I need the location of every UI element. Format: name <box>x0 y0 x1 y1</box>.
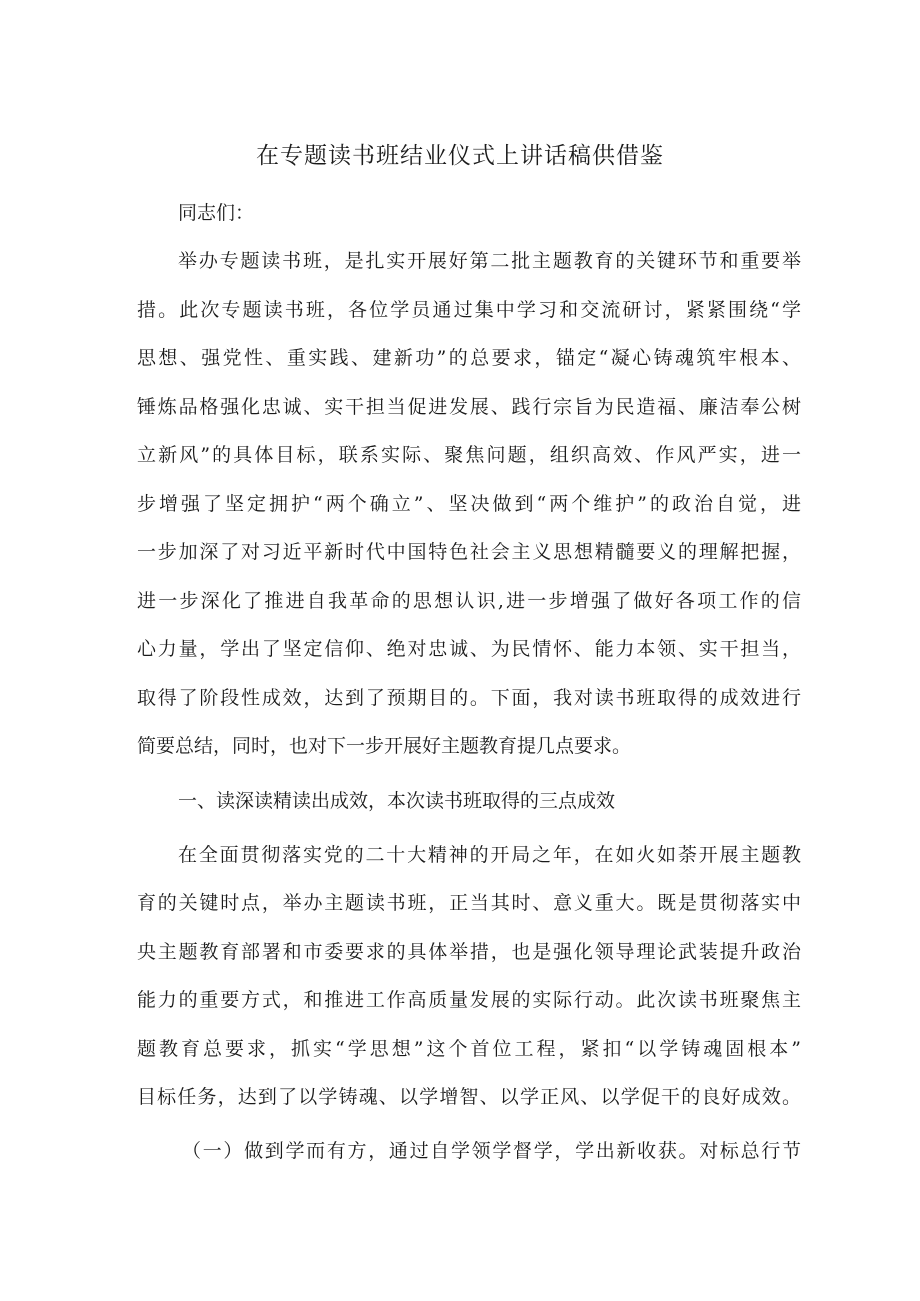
salutation: 同志们： <box>178 202 255 224</box>
paragraph-1-line: 简要总结，同时，也对下一步开展好主题教育提几点要求。 <box>137 735 632 757</box>
paragraph-2-line: 央主题教育部署和市委要求的具体举措，也是强化领导理论武装提升政治 <box>137 941 801 963</box>
paragraph-2-line: 目标任务，达到了以学铸魂、以学增智、以学正风、以学促干的良好成效。 <box>137 1086 801 1108</box>
paragraph-2-line: 能力的重要方式，和推进工作高质量发展的实际行动。此次读书班聚焦主 <box>137 989 801 1011</box>
paragraph-1-line: 进一步深化了推进自我革命的思想认识,进一步增强了做好各项工作的信 <box>137 590 801 612</box>
paragraph-1-line: 举办专题读书班，是扎实开展好第二批主题教育的关键环节和重要举 <box>178 250 801 272</box>
paragraph-2-line: 育的关键时点，举办主题读书班，正当其时、意义重大。既是贯彻落实中 <box>137 892 801 914</box>
paragraph-1-line: 措。此次专题读书班，各位学员通过集中学习和交流研讨，紧紧围绕“学 <box>137 299 801 321</box>
paragraph-1-line: 一步加深了对习近平新时代中国特色社会主义思想精髓要义的理解把握， <box>137 541 801 563</box>
paragraph-1-line: 锤炼品格强化忠诚、实干担当促进发展、践行宗旨为民造福、廉洁奉公树 <box>137 396 801 418</box>
paragraph-2-line: 题教育总要求，抓实“学思想”这个首位工程，紧扣“以学铸魂固根本” <box>137 1038 801 1060</box>
document-title: 在专题读书班结业仪式上讲话稿供借鉴 <box>256 143 664 169</box>
paragraph-1-line: 取得了阶段性成效，达到了预期目的。下面，我对读书班取得的成效进行 <box>137 687 801 709</box>
paragraph-1-line: 步增强了坚定拥护“两个确立”、坚决做到“两个维护”的政治自觉，进 <box>137 493 801 515</box>
paragraph-1-line: 思想、强党性、重实践、建新功”的总要求，锚定“凝心铸魂筑牢根本、 <box>137 347 801 369</box>
section-heading: 一、读深读精读出成效，本次读书班取得的三点成效 <box>178 790 616 812</box>
paragraph-1-line: 立新风”的具体目标，联系实际、聚焦问题，组织高效、作风严实，进一 <box>137 444 801 466</box>
paragraph-1-line: 心力量，学出了坚定信仰、绝对忠诚、为民情怀、能力本领、实干担当， <box>137 638 801 660</box>
paragraph-2-line: 在全面贯彻落实党的二十大精神的开局之年，在如火如荼开展主题教 <box>178 844 801 866</box>
paragraph-3-line: （一）做到学而有方，通过自学领学督学，学出新收获。对标总行节 <box>182 1140 801 1162</box>
